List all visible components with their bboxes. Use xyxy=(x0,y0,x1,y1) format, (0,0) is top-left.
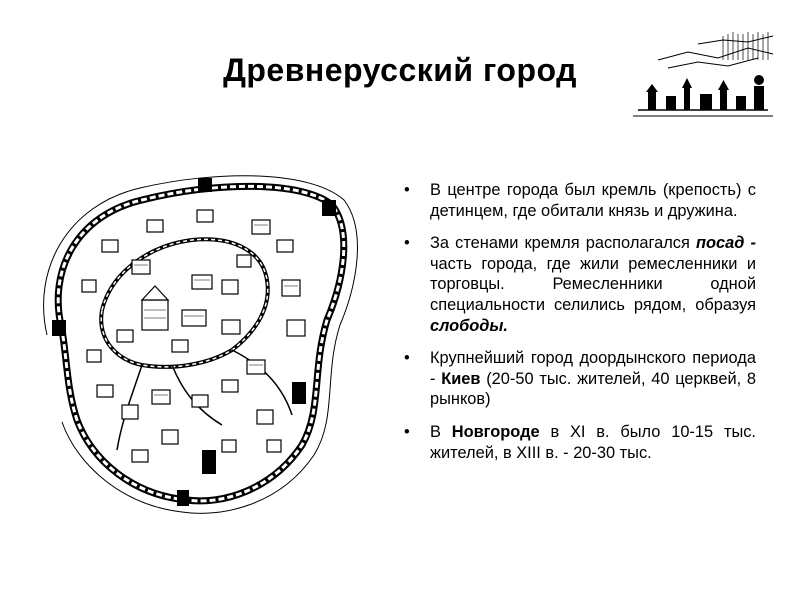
town-engraving-image xyxy=(628,30,778,122)
bullet-kiev xyxy=(400,348,756,410)
term-posad: посад - xyxy=(696,234,756,253)
term-kiev: Киев xyxy=(441,369,481,388)
bullet-text: часть города, где жили ремесленники и торговцы. Ремесленники одной специальности селились рядом, образуя xyxy=(430,254,756,314)
term-novgorod: Новгороде xyxy=(451,422,540,441)
bullet-text: В xyxy=(430,422,452,441)
bullet-novgorod xyxy=(400,422,756,463)
bullet-text: (20-50 тыс. жителей, 40 церквей, 8 рынков) xyxy=(430,369,756,409)
bullet-text: в XI в. было 10-15 тыс. жителей, в XIII в. - 20-30 тыс. xyxy=(430,422,756,462)
bullet-posad xyxy=(400,233,756,336)
bullet-text: Крупнейший город доордынского периода - xyxy=(430,349,756,388)
term-slobody: слободы. xyxy=(430,316,508,335)
content-bullet-list xyxy=(400,180,756,475)
ancient-city-illustration xyxy=(22,160,367,520)
bullet-text: В центре города был кремль (крепость) с детинцем, где обитали князь и дружина. xyxy=(430,181,756,220)
bullet-text: За стенами кремля располагался xyxy=(430,234,696,253)
bullet-kremlin xyxy=(400,180,756,221)
slide-title: Древнерусский город xyxy=(223,52,577,88)
